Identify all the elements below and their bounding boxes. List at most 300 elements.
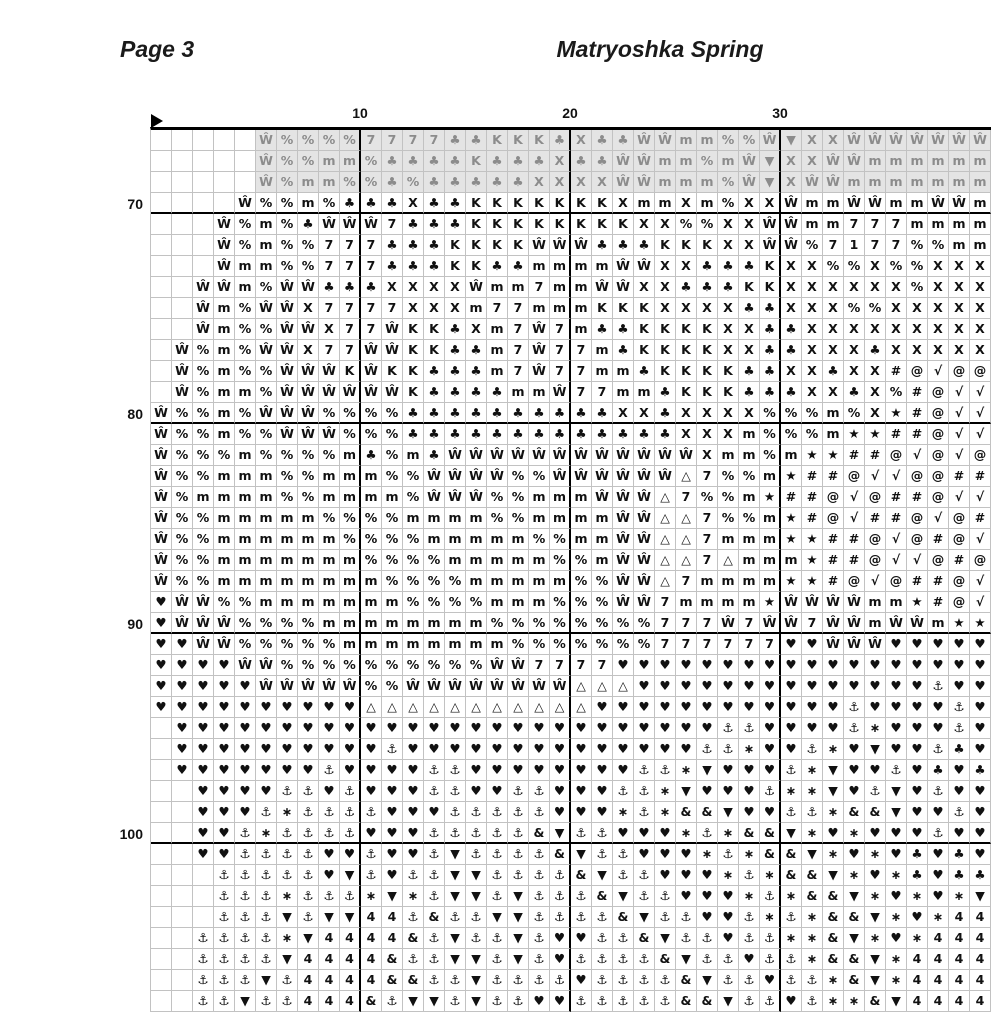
grid-cell: m (550, 277, 571, 298)
grid-cell: ∗ (277, 928, 298, 949)
grid-cell: ♥ (760, 655, 781, 676)
grid-cell: ⚓ (193, 970, 214, 991)
grid-cell: ♣ (445, 214, 466, 235)
grid-cell: ♥ (151, 613, 172, 634)
grid-cell: K (529, 193, 550, 214)
grid-cell: m (235, 550, 256, 571)
grid-cell: Ŵ (298, 319, 319, 340)
grid-cell: ♥ (697, 907, 718, 928)
grid-cell: m (508, 592, 529, 613)
grid-cell: ▼ (760, 172, 781, 193)
grid-cell (193, 193, 214, 214)
grid-cell: Ŵ (592, 445, 613, 466)
grid-cell: ∗ (403, 886, 424, 907)
grid-cell: ▼ (445, 844, 466, 865)
grid-cell: ♥ (571, 760, 592, 781)
grid-cell: ♥ (550, 949, 571, 970)
grid-cell: Ŵ (151, 466, 172, 487)
grid-cell: △ (571, 676, 592, 697)
grid-cell: % (298, 655, 319, 676)
grid-cell: @ (907, 466, 928, 487)
grid-cell: ♥ (214, 655, 235, 676)
grid-cell: ♣ (592, 403, 613, 424)
grid-cell: △ (718, 550, 739, 571)
grid-cell: m (886, 193, 907, 214)
grid-cell: ♥ (214, 802, 235, 823)
grid-cell: ♥ (361, 760, 382, 781)
grid-cell: ♥ (466, 760, 487, 781)
grid-cell: m (361, 634, 382, 655)
grid-cell: m (697, 571, 718, 592)
grid-cell: % (172, 487, 193, 508)
grid-cell: Ŵ (781, 592, 802, 613)
grid-cell: ♥ (970, 634, 991, 655)
grid-cell: Ŵ (172, 382, 193, 403)
grid-cell: @ (970, 361, 991, 382)
grid-cell: ♥ (676, 655, 697, 676)
grid-cell: ⚓ (634, 802, 655, 823)
grid-cell: % (172, 403, 193, 424)
grid-cell: 7 (571, 382, 592, 403)
grid-cell: 7 (739, 613, 760, 634)
grid-cell: m (508, 277, 529, 298)
grid-cell: % (550, 634, 571, 655)
grid-cell: ∗ (844, 991, 865, 1012)
grid-cell: ♣ (529, 424, 550, 445)
grid-cell (172, 256, 193, 277)
grid-cell: X (802, 130, 823, 151)
grid-cell: ▼ (823, 781, 844, 802)
grid-cell: Ŵ (235, 193, 256, 214)
grid-cell: ♥ (802, 718, 823, 739)
grid-cell: m (676, 130, 697, 151)
grid-cell: ⚓ (487, 823, 508, 844)
grid-cell: ∗ (718, 865, 739, 886)
grid-cell: ♥ (319, 718, 340, 739)
grid-cell: ♣ (403, 256, 424, 277)
grid-cell: K (676, 340, 697, 361)
grid-cell: ⚓ (403, 907, 424, 928)
grid-cell: ♣ (319, 277, 340, 298)
grid-cell: ▼ (718, 802, 739, 823)
grid-cell: ★ (781, 529, 802, 550)
grid-cell: ∗ (844, 865, 865, 886)
grid-cell: ♥ (697, 886, 718, 907)
grid-cell: ♥ (949, 781, 970, 802)
grid-cell: Ŵ (193, 613, 214, 634)
grid-cell: m (760, 571, 781, 592)
grid-cell: Ŵ (592, 277, 613, 298)
grid-cell: ⚓ (592, 823, 613, 844)
grid-cell: ⚓ (592, 949, 613, 970)
grid-cell: Ŵ (298, 382, 319, 403)
grid-cell: % (697, 214, 718, 235)
grid-cell: X (886, 340, 907, 361)
grid-cell: ♥ (634, 718, 655, 739)
grid-cell: 7 (571, 655, 592, 676)
grid-cell: K (676, 361, 697, 382)
grid-cell: % (718, 466, 739, 487)
grid-cell: % (781, 424, 802, 445)
grid-cell: % (718, 193, 739, 214)
grid-cell: ▼ (781, 130, 802, 151)
grid-cell: 7 (550, 319, 571, 340)
grid-cell: m (235, 571, 256, 592)
grid-cell: % (781, 403, 802, 424)
grid-cell: 7 (382, 130, 403, 151)
grid-cell: % (193, 508, 214, 529)
grid-cell: X (319, 319, 340, 340)
grid-cell: ⚓ (193, 991, 214, 1012)
grid-cell: ⚓ (781, 949, 802, 970)
grid-cell: ♣ (403, 214, 424, 235)
grid-cell: K (655, 361, 676, 382)
grid-cell: ♥ (907, 676, 928, 697)
grid-cell: Ŵ (655, 466, 676, 487)
grid-cell: 7 (802, 613, 823, 634)
grid-cell: ⚓ (529, 928, 550, 949)
grid-cell: % (403, 172, 424, 193)
grid-cell: m (655, 193, 676, 214)
grid-cell: ♥ (319, 781, 340, 802)
grid-cell (193, 907, 214, 928)
grid-cell: ∗ (907, 928, 928, 949)
grid-cell: ♥ (193, 781, 214, 802)
grid-cell: m (739, 529, 760, 550)
grid-cell (172, 970, 193, 991)
grid-cell: ⚓ (445, 802, 466, 823)
grid-cell: ▼ (718, 991, 739, 1012)
grid-cell: ♥ (550, 718, 571, 739)
grid-cell: m (949, 172, 970, 193)
grid-cell: m (970, 151, 991, 172)
grid-cell: ♥ (865, 655, 886, 676)
grid-cell: ⚓ (298, 823, 319, 844)
grid-cell: % (760, 445, 781, 466)
grid-cell: Ŵ (634, 529, 655, 550)
grid-cell: ♥ (151, 676, 172, 697)
grid-cell: ♥ (382, 760, 403, 781)
grid-cell: ★ (823, 445, 844, 466)
grid-cell: ♣ (550, 424, 571, 445)
grid-cell: X (886, 298, 907, 319)
grid-cell: ★ (781, 571, 802, 592)
grid-cell: ♣ (424, 445, 445, 466)
grid-cell: m (571, 529, 592, 550)
grid-cell: # (823, 550, 844, 571)
grid-cell: Ŵ (844, 634, 865, 655)
grid-cell: ♥ (802, 676, 823, 697)
grid-cell: ♥ (676, 865, 697, 886)
grid-cell: 4 (319, 991, 340, 1012)
grid-cell: m (529, 256, 550, 277)
grid-cell: ▼ (340, 907, 361, 928)
grid-cell: % (256, 634, 277, 655)
grid-cell: m (949, 214, 970, 235)
grid-cell: % (319, 445, 340, 466)
grid-cell: % (277, 151, 298, 172)
grid-cell: ♥ (382, 865, 403, 886)
grid-cell (214, 172, 235, 193)
grid-cell: m (571, 487, 592, 508)
grid-cell: ♥ (907, 760, 928, 781)
grid-cell: % (445, 571, 466, 592)
grid-cell: 4 (298, 949, 319, 970)
grid-cell (172, 235, 193, 256)
grid-cell: 4 (928, 991, 949, 1012)
grid-cell: Ŵ (277, 340, 298, 361)
grid-cell: ♥ (172, 718, 193, 739)
grid-cell: ♥ (886, 718, 907, 739)
grid-cell: % (193, 340, 214, 361)
grid-cell: ♣ (403, 235, 424, 256)
grid-cell: Ŵ (613, 529, 634, 550)
grid-cell: X (781, 361, 802, 382)
grid-cell: X (718, 298, 739, 319)
grid-cell: X (802, 298, 823, 319)
grid-cell: ♥ (382, 781, 403, 802)
grid-cell: m (655, 172, 676, 193)
grid-cell: Ŵ (676, 445, 697, 466)
grid-cell: ♥ (151, 697, 172, 718)
grid-cell: Ŵ (613, 592, 634, 613)
grid-cell: m (760, 508, 781, 529)
grid-cell: ♥ (613, 718, 634, 739)
grid-cell: m (214, 382, 235, 403)
grid-cell: √ (886, 550, 907, 571)
grid-cell: ▼ (466, 970, 487, 991)
grid-cell: m (802, 193, 823, 214)
grid-cell: m (508, 550, 529, 571)
grid-cell: K (613, 214, 634, 235)
grid-cell: ⚓ (613, 991, 634, 1012)
grid-cell: Ŵ (277, 319, 298, 340)
grid-cell: m (592, 508, 613, 529)
grid-cell: ♥ (655, 865, 676, 886)
grid-cell: ♣ (424, 256, 445, 277)
grid-cell: ♣ (529, 403, 550, 424)
grid-cell: ♥ (571, 970, 592, 991)
grid-cell: & (802, 865, 823, 886)
grid-cell: ⚓ (655, 760, 676, 781)
grid-cell: ♣ (403, 424, 424, 445)
grid-cell: m (676, 592, 697, 613)
grid-cell: √ (970, 592, 991, 613)
grid-cell: ♥ (235, 802, 256, 823)
grid-cell: 7 (361, 130, 382, 151)
grid-cell: ⚓ (277, 970, 298, 991)
grid-cell: ⚓ (256, 907, 277, 928)
grid-cell: Ŵ (844, 613, 865, 634)
grid-cell: & (844, 970, 865, 991)
grid-cell: ♥ (592, 697, 613, 718)
grid-cell: ♣ (445, 424, 466, 445)
grid-cell: ♥ (676, 739, 697, 760)
grid-cell: ♣ (928, 760, 949, 781)
grid-cell: % (613, 634, 634, 655)
grid-cell: 7 (340, 235, 361, 256)
grid-cell: m (571, 277, 592, 298)
grid-cell: ⚓ (340, 823, 361, 844)
grid-cell: Ŵ (298, 277, 319, 298)
grid-cell: ⚓ (781, 760, 802, 781)
grid-cell: % (277, 193, 298, 214)
grid-cell: ♣ (760, 340, 781, 361)
grid-cell (172, 886, 193, 907)
grid-cell: △ (592, 676, 613, 697)
grid-cell: ♥ (949, 634, 970, 655)
grid-cell (214, 151, 235, 172)
grid-cell: K (550, 193, 571, 214)
grid-cell: ♥ (928, 655, 949, 676)
grid-cell: % (592, 613, 613, 634)
grid-cell: X (718, 235, 739, 256)
grid-cell: ♣ (508, 424, 529, 445)
grid-cell: % (193, 529, 214, 550)
grid-cell: Ŵ (613, 172, 634, 193)
grid-cell: ♥ (361, 739, 382, 760)
grid-cell: Ŵ (634, 571, 655, 592)
grid-cell: ⚓ (277, 823, 298, 844)
grid-cell: m (445, 550, 466, 571)
grid-cell: ♥ (298, 718, 319, 739)
grid-cell: ♣ (382, 151, 403, 172)
grid-cell (172, 130, 193, 151)
grid-cell: ♥ (193, 697, 214, 718)
grid-cell: 7 (361, 256, 382, 277)
grid-cell: m (214, 298, 235, 319)
grid-cell: X (823, 277, 844, 298)
grid-cell: △ (529, 697, 550, 718)
grid-cell: ∗ (655, 802, 676, 823)
grid-cell: @ (823, 487, 844, 508)
grid-cell: ⚓ (298, 865, 319, 886)
grid-cell: & (823, 928, 844, 949)
grid-cell: % (697, 487, 718, 508)
grid-cell: ♥ (676, 844, 697, 865)
grid-cell: m (592, 529, 613, 550)
grid-cell: Ŵ (592, 487, 613, 508)
grid-cell: ⚓ (235, 823, 256, 844)
grid-cell: & (613, 907, 634, 928)
grid-cell: 7 (319, 340, 340, 361)
grid-cell: Ŵ (613, 466, 634, 487)
grid-cell: m (550, 487, 571, 508)
grid-cell: Ŵ (382, 382, 403, 403)
grid-cell: Ŵ (193, 592, 214, 613)
grid-cell: & (781, 865, 802, 886)
grid-cell: & (865, 991, 886, 1012)
grid-cell: % (298, 256, 319, 277)
grid-cell: Ŵ (235, 655, 256, 676)
grid-cell: ⚓ (760, 886, 781, 907)
grid-cell: Ŵ (550, 466, 571, 487)
grid-cell: ♥ (676, 886, 697, 907)
grid-cell: Ŵ (571, 235, 592, 256)
grid-cell: ♥ (970, 655, 991, 676)
grid-cell: m (298, 592, 319, 613)
grid-cell: K (655, 340, 676, 361)
grid-cell: % (235, 613, 256, 634)
grid-cell: ♣ (907, 865, 928, 886)
grid-cell: Ŵ (592, 466, 613, 487)
grid-cell: ♣ (403, 151, 424, 172)
grid-cell: @ (907, 361, 928, 382)
grid-cell: Ŵ (508, 655, 529, 676)
grid-cell: ⚓ (445, 781, 466, 802)
grid-cell: ♣ (424, 214, 445, 235)
grid-cell: ▼ (466, 991, 487, 1012)
grid-cell: & (844, 949, 865, 970)
grid-cell: X (865, 277, 886, 298)
grid-cell: X (781, 151, 802, 172)
grid-cell: ♥ (697, 655, 718, 676)
grid-cell: Ŵ (823, 592, 844, 613)
grid-cell: ♥ (781, 991, 802, 1012)
grid-cell (172, 319, 193, 340)
grid-cell: m (319, 151, 340, 172)
grid-cell: Ŵ (844, 151, 865, 172)
grid-cell: % (361, 151, 382, 172)
grid-cell: ♣ (949, 739, 970, 760)
grid-cell: X (739, 193, 760, 214)
grid-cell: m (382, 592, 403, 613)
grid-cell: % (571, 634, 592, 655)
grid-cell: m (487, 277, 508, 298)
grid-cell: ♥ (928, 865, 949, 886)
grid-cell: % (361, 403, 382, 424)
grid-cell: ▼ (487, 907, 508, 928)
grid-cell: m (466, 571, 487, 592)
grid-cell (151, 298, 172, 319)
grid-cell: ♣ (592, 130, 613, 151)
grid-cell: ⚓ (256, 844, 277, 865)
grid-cell: Ŵ (151, 550, 172, 571)
grid-cell: △ (613, 676, 634, 697)
grid-cell: m (361, 613, 382, 634)
grid-cell: Ŵ (718, 613, 739, 634)
grid-cell: ▼ (445, 949, 466, 970)
grid-cell: X (697, 424, 718, 445)
grid-cell: m (739, 550, 760, 571)
grid-cell: ∗ (844, 823, 865, 844)
grid-cell: m (592, 361, 613, 382)
grid-cell: ♥ (487, 739, 508, 760)
grid-cell: ▼ (823, 865, 844, 886)
grid-cell: Ŵ (928, 193, 949, 214)
grid-cell: 7 (676, 634, 697, 655)
grid-cell: # (802, 466, 823, 487)
grid-cell: & (676, 991, 697, 1012)
grid-cell: % (172, 508, 193, 529)
grid-cell: △ (403, 697, 424, 718)
grid-cell: 7 (550, 361, 571, 382)
grid-cell: % (172, 424, 193, 445)
grid-cell: K (403, 319, 424, 340)
grid-cell: % (634, 634, 655, 655)
grid-cell: √ (970, 571, 991, 592)
grid-cell: # (886, 508, 907, 529)
grid-cell: m (592, 256, 613, 277)
grid-cell: K (634, 340, 655, 361)
grid-cell: ♥ (697, 718, 718, 739)
grid-cell: m (550, 508, 571, 529)
grid-cell: X (907, 340, 928, 361)
grid-cell: X (781, 298, 802, 319)
grid-cell: ♥ (949, 676, 970, 697)
grid-cell: @ (928, 403, 949, 424)
grid-cell: 7 (340, 340, 361, 361)
